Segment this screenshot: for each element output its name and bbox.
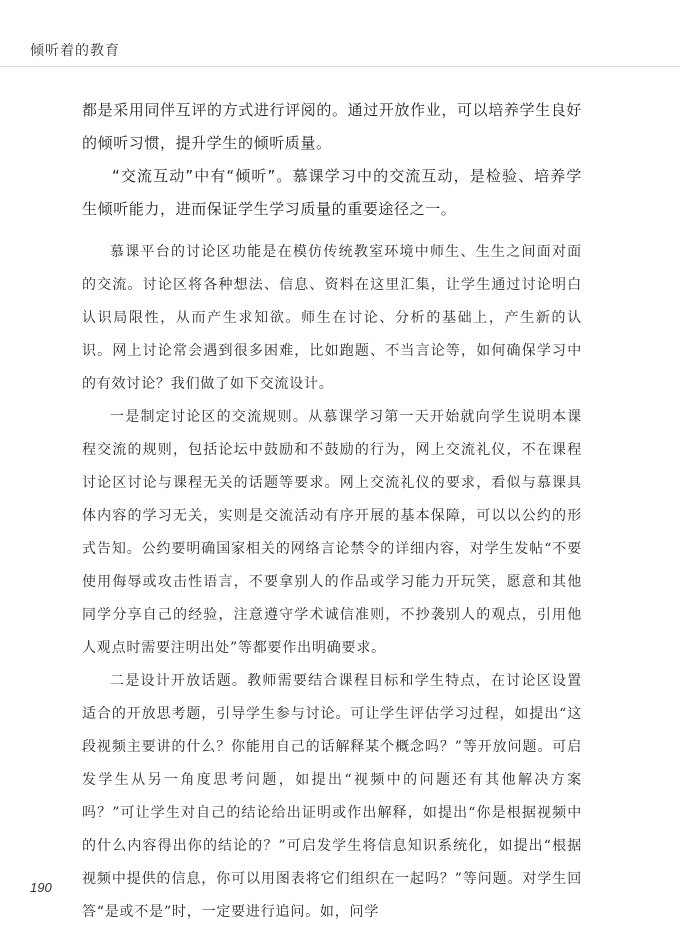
page-number: 190 [30,880,52,895]
paragraph-exchange-interaction: “交流互动”中有“倾听”。慕课学习中的交流互动，是检验、培养学生倾听能力，进而保证学生学习质量的重要途径之一。 [82,167,582,218]
header-divider [0,66,680,67]
paragraph-open-topics: 二是设计开放话题。教师需要结合课程目标和学生特点，在讨论区设置适合的开放思考题，引导学生参与讨论。可让学生评估学习过程，如提出“这段视频主要讲的什么？你能用自己的话解释某个概念吗？”等开放问题。可启发学生从另一角度思考问题，如提出“视频中的问题还有其他解决方案吗？”可让学生对自己的结论给出证明或作出解释，如提出“你是根据视频中的什么内容得出你的结论的？”可启发学生将信息知识系统化，如提出“根据视频中提供的信息，你可以用图表将它们组织在一起吗？”等问题。对学生回答“是或不是”时，一定要进行追问。如，问学 [82,673,582,920]
paragraph-exchange-rules: 一是制定讨论区的交流规则。从慕课学习第一天开始就向学生说明本课程交流的规则，包括论坛中鼓励和不鼓励的行为，网上交流礼仪，不在课程讨论区讨论与课程无关的话题等要求。网上交流礼仪的要求，看似与慕课具体内容的学习无关，实则是交流活动有序开展的基本保障，可以以公约的形式告知。公约要明确国家相关的网络言论禁令的详细内容，对学生发帖“不要使用侮辱或攻击性语言，不要拿别人的作品或学习能力开玩笑，愿意和其他同学分享自己的经验，注意遵守学术诚信准则，不抄袭别人的观点，引用他人观点时需要注明出处”等都要作出明确要求。 [82,409,582,656]
main-text-section-b [82,236,582,929]
running-header-title: 倾听着的教育 [30,43,120,59]
main-text-section-a [82,94,582,226]
paragraph-continuation: 都是采用同伴互评的方式进行评阅的。通过开放作业，可以培养学生良好的倾听习惯，提升学生的倾听质量。 [82,101,582,152]
paragraph-discussion-forum: 慕课平台的讨论区功能是在模仿传统教室环境中师生、生生之间面对面的交流。讨论区将各种想法、信息、资料在这里汇集，让学生通过讨论明白认识局限性，从而产生求知欲。师生在讨论、分析的基础上，产生新的认识。网上讨论常会遇到很多困难，比如跑题、不当言论等，如何确保学习中的有效讨论？我们做了如下交流设计。 [82,244,582,392]
